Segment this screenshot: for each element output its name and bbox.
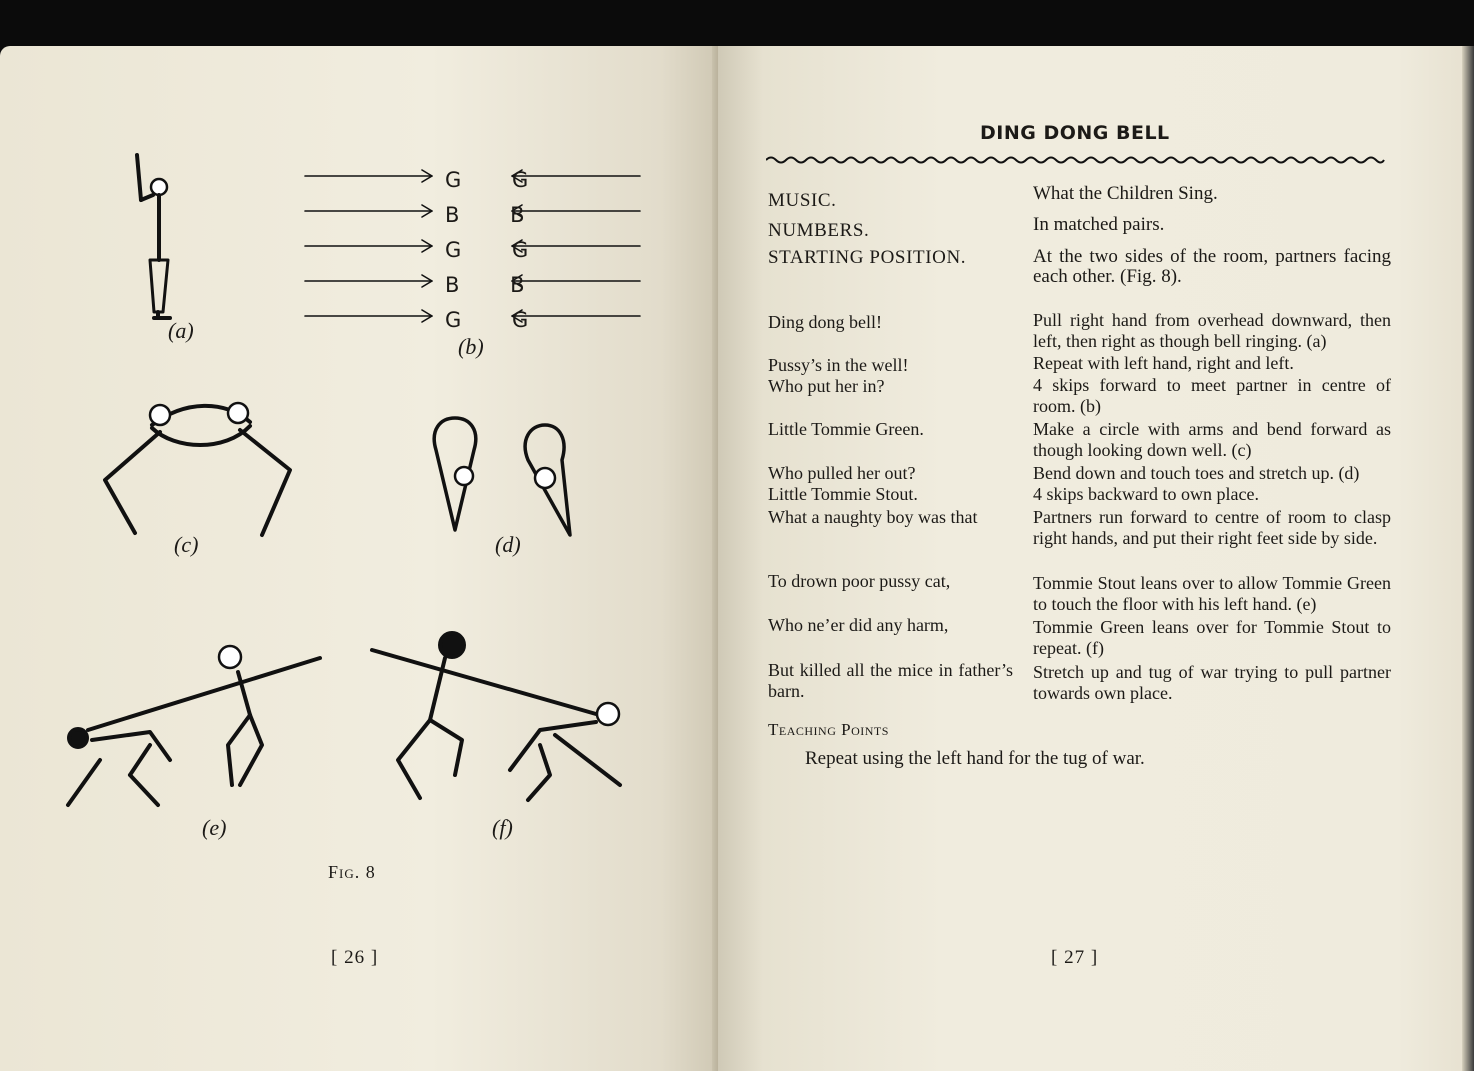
spec-term-music: MUSIC. — [768, 190, 837, 211]
step-action: Bend down and touch toes and stretch up. (d) — [1033, 463, 1360, 483]
step-action: Stretch up and tug of war trying to pull partner towards own place. — [1033, 662, 1391, 703]
step-lyric: Ding dong bell! — [768, 312, 882, 332]
step-lyric: Who ne’er did any harm, — [768, 615, 949, 635]
figure-a-bell-ringer — [137, 155, 170, 318]
step-lyric: To drown poor pussy cat, — [768, 571, 951, 591]
step-lyric: What a naughty boy was that — [768, 507, 978, 527]
teaching-points-heading: Teaching Points — [768, 720, 889, 739]
step-lyric: Who pulled her out? — [768, 463, 916, 483]
figure-b-row: G G — [445, 308, 551, 332]
step-action: Repeat with left hand, right and left. — [1033, 353, 1294, 373]
spec-term-numbers: NUMBERS. — [768, 220, 870, 241]
label-d: (d) — [495, 532, 521, 557]
page-number-left: [ 26 ] — [331, 947, 379, 968]
spec-value-starting-position: At the two sides of the room, partners facing each other. (Fig. 8). — [1033, 246, 1391, 287]
step-action: Tommie Stout leans over to allow Tommie Green to touch the floor with his left hand. (e) — [1033, 573, 1391, 614]
figure-f-tug-of-war — [372, 633, 620, 800]
spec-term-starting-position: STARTING POSITION. — [768, 247, 967, 268]
figure-b-row: G G — [445, 168, 551, 192]
step-action: 4 skips forward to meet partner in centre of room. (b) — [1033, 375, 1391, 416]
figure-e-touching-floor — [68, 646, 320, 805]
step-lyric: Who put her in? — [768, 376, 885, 396]
figure-b-row: G G — [445, 238, 551, 262]
teaching-points-text: Repeat using the left hand for the tug of war. — [805, 748, 1145, 769]
spec-value-numbers: In matched pairs. — [1033, 214, 1165, 235]
step-lyric: Pussy’s in the well! — [768, 355, 909, 375]
label-c: (c) — [174, 532, 199, 557]
figure-caption: Fig. 8 — [328, 862, 376, 882]
step-action: Pull right hand from overhead downward, then left, then right as though bell ringing. (a) — [1033, 310, 1391, 351]
figure-c-looking-down-well — [105, 403, 290, 535]
page-title: DING DONG BELL — [980, 122, 1170, 144]
step-lyric: Little Tommie Green. — [768, 419, 924, 439]
figure-b-letter-rows — [445, 163, 550, 338]
step-action: Partners run forward to centre of room to clasp right hands, and put their right feet side by side. — [1033, 507, 1391, 548]
figure-d-touching-toes — [434, 418, 570, 535]
figure-8-illustrations — [0, 0, 718, 1071]
spec-value-music: What the Children Sing. — [1033, 183, 1218, 204]
step-lyric: Little Tommie Stout. — [768, 484, 918, 504]
page-edge — [1462, 46, 1474, 1071]
step-action: Make a circle with arms and bend forward as though looking down well. (c) — [1033, 419, 1391, 460]
label-b: (b) — [458, 334, 484, 359]
figure-b-row: B B — [445, 273, 547, 297]
step-lyric: But killed all the mice in father’s barn. — [768, 660, 1013, 701]
label-a: (a) — [168, 318, 194, 343]
wavy-divider — [766, 150, 1386, 170]
step-action: 4 skips backward to own place. — [1033, 484, 1259, 504]
page-number-right: [ 27 ] — [1051, 947, 1099, 968]
label-e: (e) — [202, 815, 227, 840]
figure-b-row: B B — [445, 203, 547, 227]
step-action: Tommie Green leans over for Tommie Stout to repeat. (f) — [1033, 617, 1391, 658]
label-f: (f) — [492, 815, 513, 840]
